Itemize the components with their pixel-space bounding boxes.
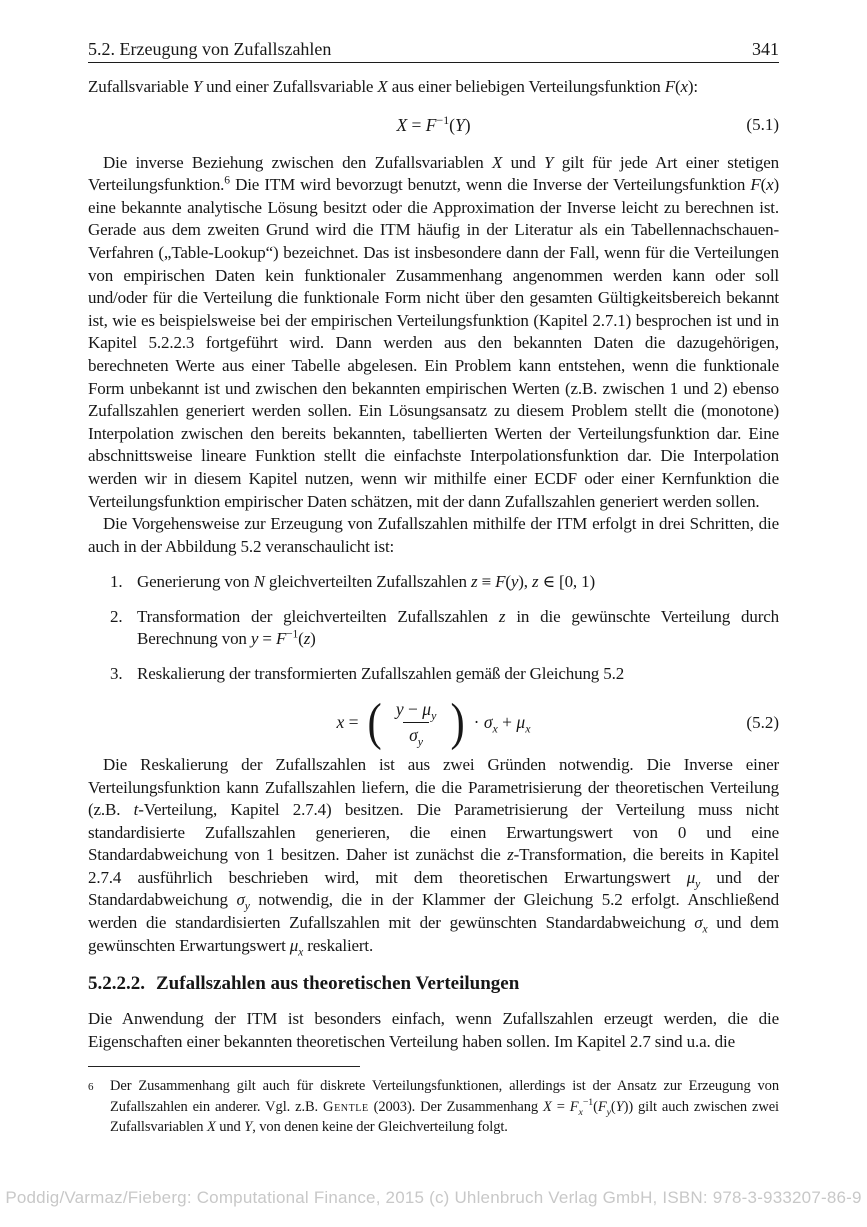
fraction — [390, 698, 442, 748]
step-number: 3. — [110, 664, 123, 684]
paragraph-steps-intro: Die Vorgehensweise zur Erzeugung von Zufallszahlen mithilfe der ITM erfolgt in drei Schritten, die auch in der Abbildung 5.2 veranschaulicht ist: — [88, 514, 779, 556]
equation-5-2-body: x = ( $\frac{y - \mu_y}{\sigma_y}$ ) · $\sigma_x + \mu_x$ — [336, 693, 531, 751]
equation-5-1-tag: (5.1) — [746, 115, 779, 135]
step-text: Transformation der gleichverteilten Zufallszahlen z in die gewünschte Verteilung durch Berechnung von $y = F^{-1}(z)$ — [137, 606, 779, 649]
equation-5-1 — [88, 109, 779, 142]
equation-5-2-rhs: · $\sigma_x + \mu_x$ — [473, 712, 531, 736]
step-number: 2. — [110, 606, 123, 626]
step-item-1 — [110, 571, 779, 594]
fraction-numerator: $y - \mu_y$ — [395, 698, 437, 723]
subsection-heading — [88, 974, 779, 995]
equation-5-2 — [88, 693, 779, 751]
step-number: 1. — [110, 572, 123, 592]
paragraph-rescaling: Die Reskalierung der Zufallszahlen ist aus zwei Gründen notwendig. Die Inverse einer Verteilungsfunktion kann Zufallszahlen liefern, die die Parametrisierung der theoretischen Verteilung (z.B. t-Verteilung, Kapitel 2.7.4) besitzen. Die Parametrisierung der Verteilung muss nicht standardisierte Zufallszahlen generieren, die einen Erwartungswert von 0 und eine Standardabweichung von 1 besitzen. Daher ist zunächst die z-Transformation, die bereits in Kapitel 2.7.4 ausführlich beschrieben wird, mit dem theoretischen Erwartungswert $\mu_y$ und der Standardabweichung $\sigma_y$ notwendig, die in der Klammer der Gleichung 5.2 erfolgt. Anschließend werden die standardisierten Zufallszahlen mit der gewünschten Standardabweichung $\sigma_x$ und dem gewünschten Erwartungswert $\mu_x$ reskaliert. — [88, 754, 779, 959]
equation-5-2-tag: (5.2) — [746, 712, 779, 732]
step-item-2 — [110, 606, 779, 651]
paragraph-application: Die Anwendung der ITM ist besonders einfach, wenn Zufallszahlen erzeugt werden, die die Eigenschaften einer bekannten theoretischen Verteilung haben sollen. Im Kapitel 2.7 sind u.a. die — [88, 1009, 779, 1051]
footnote-rule — [88, 1066, 360, 1067]
paragraph-itm: Die inverse Beziehung zwischen den Zufallsvariablen X und Y gilt für jede Art einer stetigen Verteilungsfunktion.$^6$ Die ITM wird bevorzugt benutzt, wenn die Inverse der Verteilungsfunktion F(x) eine bekannte analytische Lösung besitzt oder die Approximation der Inverse leicht zu berechnen ist. Gerade aus dem zweiten Grund wird die ITM häufig in der Literatur als ein Tabellennachschauen-Verfahren („Table-Lookup“) bezeichnet. Das ist insbesondere dann der Fall, wenn für die Verteilungen von empirischen Daten kein funktionaler Zusammenhang angenommen werden kann oder soll und/oder für die Verteilung die funktionale Form nicht über den gesamten Gültigkeitsbereich bekannt ist, wie es beispielsweise bei der empirischen Verteilungsfunktion (Kapitel 2.7.1) besprochen ist und in Kapitel 5.2.2.3 fortgeführt wird. Dann werden aus den bekannten Daten die dazugehörigen, berechneten Werte aus einer Tabelle abgelesen. Ein Problem kann entstehen, wenn die funktionale Form unbekannt ist und zwischen den bekannten empirischen Werten (z.B. zwischen 1 und 2) ebenso Zufallszahlen generiert werden sollen. Ein Lösungsansatz zu diesem Problem stellt die (monotone) Interpolation zwischen den bereits bekannten, tabellierten Werten der Verteilungsfunktion dar. Eine abschnittsweise lineare Funktion stellt die einfachste Interpolationsfunktion dar. Die Interpolation werden wir in diesem Kapitel nutzen, wenn wir mithilfe einer ECDF oder einer Kernfunktion die Verteilungsfunktion empirischer Daten schätzen, mit der dann Zufallszahlen generiert werden sollen. — [88, 152, 779, 511]
subsection-title: Zufallszahlen aus theoretischen Verteilungen — [156, 973, 520, 995]
copyright-footer: Poddig/Varmaz/Fieberg: Computational Finance, 2015 (c) Uhlenbruch Verlag GmbH, ISBN: 978-3-933207-86-9 — [5, 1188, 862, 1207]
running-head-section: 5.2. Erzeugung von Zufallszahlen — [88, 39, 332, 59]
footnote-block — [88, 1066, 779, 1138]
footnote — [88, 1076, 779, 1138]
page-header — [88, 0, 779, 63]
step-text: Reskalierung der transformierten Zufallszahlen gemäß der Gleichung 5.2 — [137, 664, 625, 684]
paragraph-intro: Zufallsvariable Y und einer Zufallsvariable X aus einer beliebigen Verteilungsfunktion F(x): — [88, 77, 698, 96]
steps-list — [88, 571, 779, 685]
footnote-text: Der Zusammenhang gilt auch für diskrete Verteilungsfunktionen, allerdings ist der Ansatz zur Erzeugung von Zufallszahlen ein anderer. Vgl. z.B. Gentle (2003). Der Zusammenhang $X = F_x^{-1}(F_y(Y))$ gilt auch zwischen zwei Zufallsvariablen X und Y, von denen keine der Gleichverteilung folgt. — [110, 1078, 779, 1136]
page-number: 341 — [752, 39, 779, 59]
fraction-denominator: $\sigma_y$ — [403, 722, 429, 748]
step-item-3 — [110, 663, 779, 686]
step-text: Generierung von N gleichverteilten Zufallszahlen z ≡ F(y), z ∈ [0, 1) — [137, 572, 595, 592]
equation-5-1-body: $X = F^{-1}(Y)$ — [396, 112, 471, 135]
equation-5-2-lhs: x = — [336, 712, 359, 733]
footnote-marker: 6 — [88, 1081, 94, 1093]
text-block — [88, 0, 779, 1053]
subsection-number: 5.2.2.2. — [88, 973, 145, 995]
